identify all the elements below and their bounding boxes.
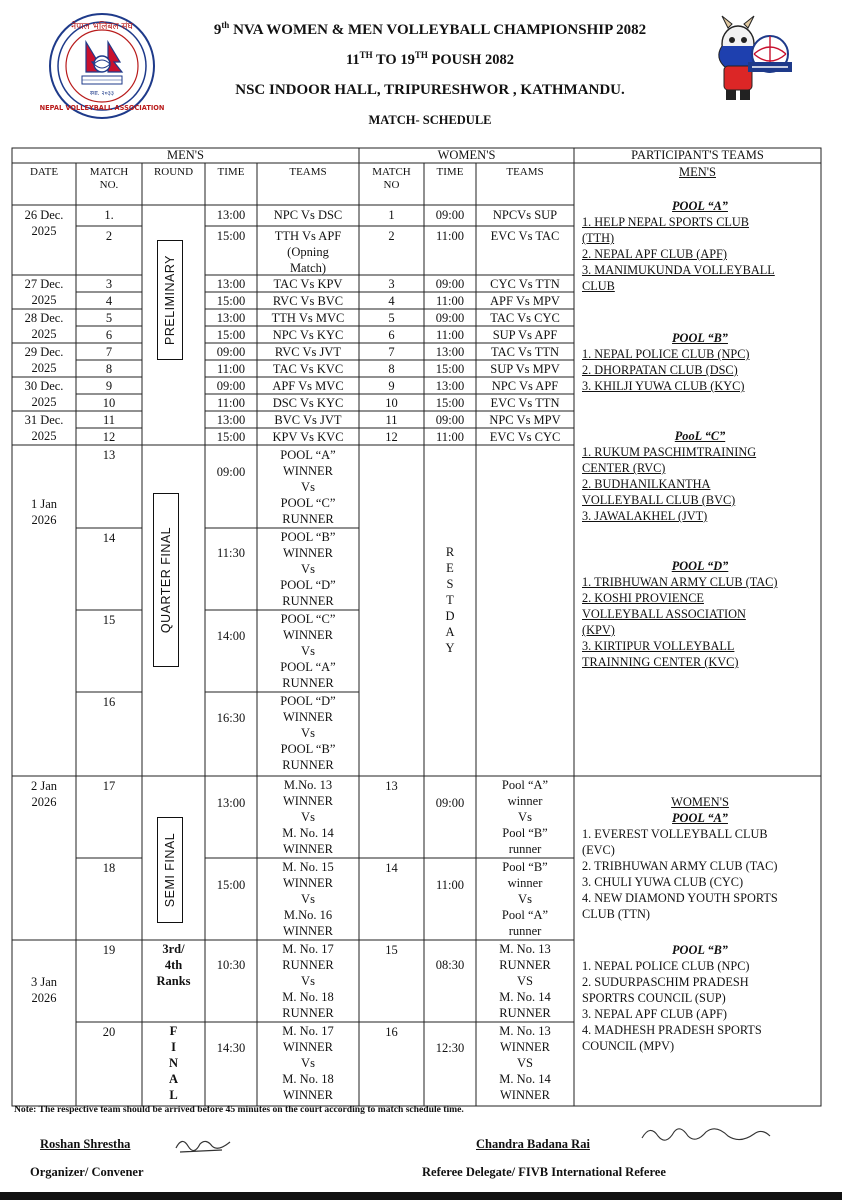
team-line: 2. SUDURPASCHIM PRADESH [582, 975, 749, 989]
women-match-no: 13 [385, 779, 398, 793]
team-line: 2. TRIBHUWAN ARMY CLUB (TAC) [582, 859, 778, 873]
team-line: 1. EVEREST VOLLEYBALL CLUB [582, 827, 768, 841]
match-no: 16 [102, 695, 116, 709]
men-pool-c [582, 428, 818, 524]
women-match-time: 15:00 [435, 396, 465, 410]
match-teams: TTH Vs APF (Opning Match) [274, 229, 342, 275]
team-line: VOLLEYBALL ASSOCIATION [582, 607, 746, 621]
women-match-no: 9 [388, 379, 395, 393]
women-match-time: 09:00 [435, 796, 465, 810]
round-third-fourth: 3rd/ 4th Ranks [156, 942, 191, 988]
match-teams: TAC Vs KVC [272, 362, 344, 376]
match-time: 13:00 [216, 311, 246, 325]
women-match-teams: M. No. 13 RUNNER VS M. No. 14 RUNNER [499, 942, 551, 1020]
match-no: 5 [105, 311, 113, 325]
team-line: 3. CHULI YUWA CLUB (CYC) [582, 875, 744, 889]
team-line: 2. KOSHI PROVIENCE [582, 591, 704, 605]
match-time: 13:00 [216, 208, 246, 222]
women-match-teams: NPCVs SUP [492, 208, 558, 222]
match-time: 10:30 [216, 958, 246, 972]
women-match-time: 11:00 [435, 229, 464, 243]
match-time: 15:00 [216, 328, 246, 342]
round-semi-final: SEMI FINAL [157, 817, 183, 923]
match-time: 09:00 [216, 345, 246, 359]
team-line: SPORTRS COUNCIL (SUP) [582, 991, 726, 1005]
match-teams: POOL “A” WINNER Vs POOL “C” RUNNER [280, 448, 336, 526]
match-no: 7 [105, 345, 113, 359]
women-match-time: 09:00 [435, 208, 465, 222]
match-no: 10 [102, 396, 116, 410]
date-27-dec: 27 Dec. 2025 [24, 277, 64, 307]
team-line: CENTER (RVC) [582, 461, 666, 475]
svg-text:NEPAL VOLLEYBALL ASSOCIATION: NEPAL VOLLEYBALL ASSOCIATION [39, 104, 165, 112]
women-match-time: 13:00 [435, 379, 465, 393]
women-match-time: 11:00 [435, 430, 464, 444]
match-teams: M. No. 17 WINNER Vs M. No. 18 WINNER [282, 1024, 334, 1102]
match-teams: POOL “C” WINNER Vs POOL “A” RUNNER [280, 612, 336, 690]
women-match-time: 09:00 [435, 311, 465, 325]
match-no: 1. [104, 208, 114, 222]
match-no: 19 [102, 943, 116, 957]
team-line: 1. TRIBHUWAN ARMY CLUB (TAC) [582, 575, 778, 589]
team-line: TRAINNING CENTER (KVC) [582, 655, 739, 669]
team-line: 3. KIRTIPUR VOLLEYBALL [582, 639, 735, 653]
match-teams: TTH Vs MVC [271, 311, 345, 325]
match-time: 09:00 [216, 465, 246, 479]
match-teams: KPV Vs KVC [272, 430, 344, 444]
col-round: ROUND [153, 166, 194, 178]
team-line: 2. BUDHANILKANTHA [582, 477, 711, 491]
pool-title: POOL “A” [672, 199, 728, 213]
women-match-time: 15:00 [435, 362, 465, 376]
women-match-teams: NPC Vs MPV [489, 413, 561, 427]
match-teams: M. No. 17 RUNNER Vs M. No. 18 RUNNER [282, 942, 334, 1020]
match-teams: RVC Vs BVC [272, 294, 344, 308]
match-teams: M.No. 13 WINNER Vs M. No. 14 WINNER [282, 778, 334, 856]
participants-men-heading: MEN'S [679, 165, 716, 179]
match-no: 20 [102, 1025, 116, 1039]
date-28-dec: 28 Dec. 2025 [24, 311, 64, 341]
match-teams: BVC Vs JVT [274, 413, 342, 427]
team-line: (TTH) [582, 231, 615, 245]
referee-role: Referee Delegate/ FIVB International Referee [422, 1165, 666, 1179]
match-time: 15:00 [216, 229, 246, 243]
date-26-dec: 26 Dec. 2025 [24, 208, 64, 238]
men-pool-d [582, 558, 818, 670]
women-match-no: 7 [388, 345, 395, 359]
team-line: 3. KHILJI YUWA CLUB (KYC) [582, 379, 745, 393]
team-line: VOLLEYBALL CLUB (BVC) [582, 493, 736, 507]
match-time: 09:00 [216, 379, 246, 393]
date-2-jan: 2 Jan 2026 [30, 779, 58, 809]
svg-text:स्था. २०३३: स्था. २०३३ [90, 90, 114, 97]
women-pool-b [582, 942, 818, 1054]
team-line: 3. NEPAL APF CLUB (APF) [582, 1007, 727, 1021]
women-match-teams: Pool “B” winner Vs Pool “A” runner [501, 860, 549, 938]
women-match-no: 16 [385, 1025, 398, 1039]
team-line: 4. MADHESH PRADESH SPORTS [582, 1023, 762, 1037]
organizer-signature [172, 1130, 234, 1158]
match-teams: APF Vs MVC [272, 379, 344, 393]
match-time: 13:00 [216, 277, 246, 291]
pool-title: POOL “D” [671, 559, 729, 573]
participants-women-heading: WOMEN'S [671, 795, 729, 809]
women-match-time: 11:00 [435, 878, 464, 892]
match-time: 14:30 [216, 1041, 246, 1055]
svg-text:नेपाल भलिबल संघ: नेपाल भलिबल संघ [71, 22, 133, 32]
team-line: 1. NEPAL POLICE CLUB (NPC) [582, 959, 750, 973]
col-match-no: MATCH NO. [89, 166, 129, 191]
col-date: DATE [29, 166, 59, 178]
team-line: CLUB [582, 279, 615, 293]
match-no: 8 [105, 362, 113, 376]
match-teams: DSC Vs KYC [272, 396, 344, 410]
team-line: 1. RUKUM PASCHIMTRAINING [582, 445, 757, 459]
team-line: 2. DHORPATAN CLUB (DSC) [582, 363, 738, 377]
women-match-teams: Pool “A” winner Vs Pool “B” runner [501, 778, 549, 856]
match-no: 9 [105, 379, 113, 393]
women-match-teams: SUP Vs APF [492, 328, 558, 342]
women-match-no: 14 [385, 861, 398, 875]
date-1-jan: 1 Jan 2026 [30, 497, 58, 527]
women-match-no: 15 [385, 943, 398, 957]
match-time: 11:00 [216, 362, 245, 376]
women-match-teams: EVC Vs CYC [489, 430, 561, 444]
women-match-teams: M. No. 13 WINNER VS M. No. 14 WINNER [499, 1024, 551, 1102]
match-no: 13 [102, 448, 116, 462]
match-teams: RVC Vs JVT [274, 345, 342, 359]
col-women-time: TIME [436, 166, 464, 178]
match-time: 15:00 [216, 294, 246, 308]
date-31-dec: 31 Dec. 2025 [24, 413, 64, 443]
women-match-no: 5 [388, 311, 395, 325]
women-match-no: 4 [388, 294, 395, 308]
team-line: 3. JAWALAKHEL (JVT) [582, 509, 708, 523]
women-match-time: 09:00 [435, 413, 465, 427]
match-time: 15:00 [216, 430, 246, 444]
match-teams: POOL “B” WINNER Vs POOL “D” RUNNER [280, 530, 336, 608]
women-match-no: 3 [388, 277, 395, 291]
pool-title: PooL “C” [674, 429, 726, 443]
team-line: 4. NEW DIAMOND YOUTH SPORTS [582, 891, 778, 905]
match-time: 13:00 [216, 413, 246, 427]
team-line: 3. MANIMUKUNDA VOLLEYBALL [582, 263, 775, 277]
women-match-no: 1 [388, 208, 395, 222]
match-no: 6 [105, 328, 113, 342]
col-time: TIME [217, 166, 245, 178]
match-no: 15 [102, 613, 116, 627]
women-match-time: 11:00 [435, 294, 464, 308]
pool-title: POOL “B” [672, 331, 728, 345]
schedule-note: Note: The respective team should be arrived before 45 minutes on the court according to match schedule time. [14, 1104, 464, 1115]
match-no: 2 [105, 229, 113, 243]
women-match-time: 08:30 [435, 958, 465, 972]
team-line: CLUB (TTN) [582, 907, 650, 921]
match-no: 18 [102, 861, 116, 875]
women-match-teams: EVC Vs TTN [490, 396, 560, 410]
match-time: 13:00 [216, 796, 246, 810]
match-time: 11:30 [216, 546, 245, 560]
venue: NSC INDOOR HALL, TRIPURESHWOR , KATHMANDU. [235, 82, 625, 98]
men-pool-a [582, 198, 818, 294]
schedule-subtitle: MATCH- SCHEDULE [368, 113, 492, 127]
women-match-no: 12 [385, 430, 398, 444]
women-match-teams: NPC Vs APF [491, 379, 559, 393]
women-match-no: 6 [388, 328, 395, 342]
women-match-time: 12:30 [435, 1041, 465, 1055]
team-line: 1. NEPAL POLICE CLUB (NPC) [582, 347, 750, 361]
referee-name: Chandra Badana Rai [476, 1137, 590, 1151]
round-preliminary: PRELIMINARY [157, 240, 183, 360]
team-line: (EVC) [582, 843, 615, 857]
match-teams: POOL “D” WINNER Vs POOL “B” RUNNER [280, 694, 336, 772]
women-match-time: 09:00 [435, 277, 465, 291]
match-no: 17 [102, 779, 116, 793]
date-29-dec: 29 Dec. 2025 [24, 345, 64, 375]
match-time: 14:00 [216, 629, 246, 643]
match-time: 11:00 [216, 396, 245, 410]
rest-day-label: R E S T D A Y [445, 545, 455, 655]
organizer-role: Organizer/ Convener [30, 1165, 144, 1179]
organizer-name: Roshan Shrestha [40, 1137, 131, 1151]
col-teams: TEAMS [289, 166, 327, 178]
match-teams: NPC Vs KYC [272, 328, 344, 342]
women-match-teams: TAC Vs CYC [490, 311, 560, 325]
match-no: 12 [102, 430, 116, 444]
match-teams: M. No. 15 WINNER Vs M.No. 16 WINNER [282, 860, 334, 938]
date-3-jan: 3 Jan 2026 [30, 975, 58, 1005]
women-match-no: 2 [388, 229, 395, 243]
women-match-teams: SUP Vs MPV [490, 362, 560, 376]
match-time: 15:00 [216, 878, 246, 892]
col-women-match-no: MATCH NO [372, 166, 411, 191]
match-no: 4 [105, 294, 113, 308]
match-teams: TAC Vs KPV [273, 277, 343, 291]
col-women-teams: TEAMS [506, 166, 544, 178]
women-match-teams: CYC Vs TTN [490, 277, 560, 291]
mens-header: MEN'S [167, 148, 204, 162]
bottom-border [0, 1192, 842, 1200]
womens-header: WOMEN'S [437, 148, 496, 162]
team-line: COUNCIL (MPV) [582, 1039, 675, 1053]
women-match-no: 11 [385, 413, 398, 427]
championship-dates: 11TH TO 19TH POUSH 2082 [345, 50, 515, 68]
match-teams: NPC Vs DSC [273, 208, 343, 222]
women-match-no: 10 [385, 396, 398, 410]
match-no: 3 [105, 277, 113, 291]
championship-title: 9th NVA WOMEN & MEN VOLLEYBALL CHAMPIONSHIP 2082 [213, 20, 647, 38]
women-match-no: 8 [388, 362, 395, 376]
women-pool-a [582, 794, 818, 922]
team-line: 1. HELP NEPAL SPORTS CLUB [582, 215, 750, 229]
pool-title: POOL “A” [672, 811, 728, 825]
date-30-dec: 30 Dec. 2025 [24, 379, 64, 409]
women-match-time: 11:00 [435, 328, 464, 342]
round-final: F I N A L [168, 1024, 179, 1102]
women-match-teams: EVC Vs TAC [490, 229, 560, 243]
team-line: 2. NEPAL APF CLUB (APF) [582, 247, 727, 261]
match-no: 11 [102, 413, 116, 427]
participants-header: PARTICIPANT'S TEAMS [631, 148, 764, 162]
men-pool-b [582, 330, 818, 394]
women-match-teams: APF Vs MPV [490, 294, 560, 308]
women-match-time: 13:00 [435, 345, 465, 359]
women-match-teams: TAC Vs TTN [491, 345, 559, 359]
match-time: 16:30 [216, 711, 246, 725]
pool-title: POOL “B” [672, 943, 728, 957]
match-no: 14 [102, 531, 116, 545]
round-quarter-final: QUARTER FINAL [153, 493, 179, 667]
team-line: (KPV) [582, 623, 615, 637]
referee-signature [636, 1118, 776, 1152]
